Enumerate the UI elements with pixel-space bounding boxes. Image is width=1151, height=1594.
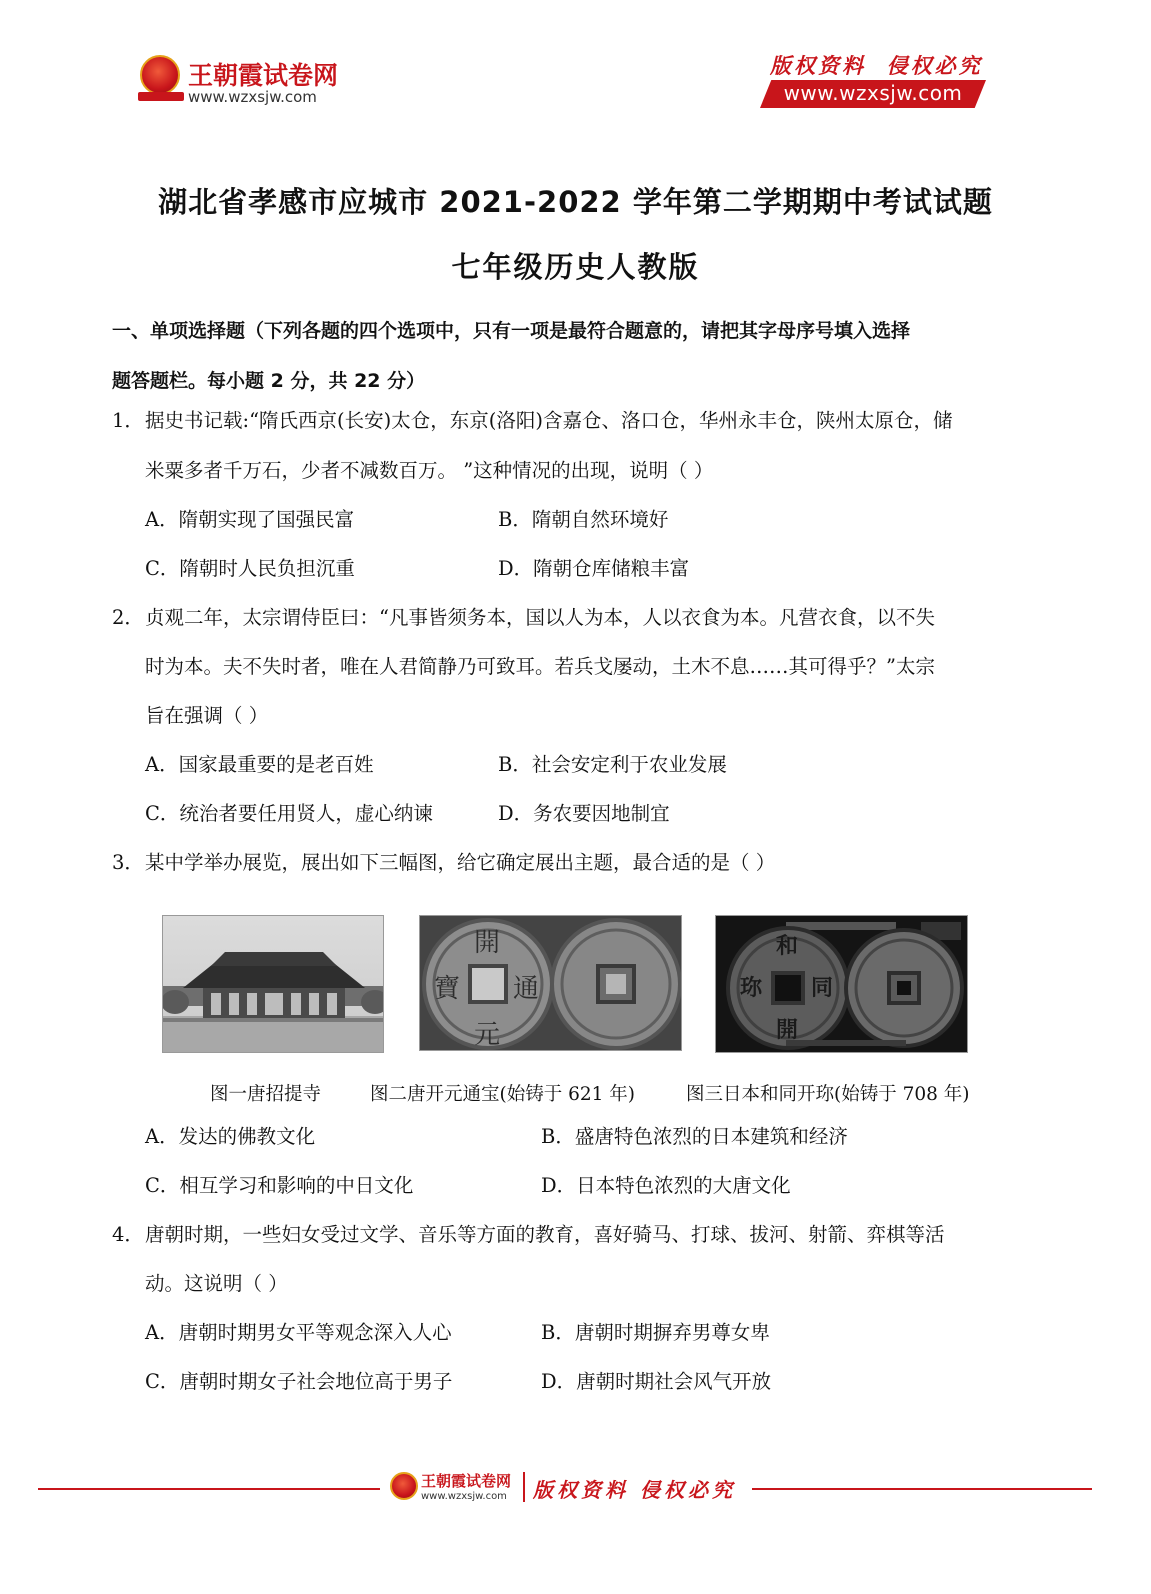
q4-option-a: A．唐朝时期男女平等观念深入人心	[145, 1321, 452, 1344]
q4-option-d: D．唐朝时期社会风气开放	[541, 1370, 772, 1393]
q2-option-d: D．务农要因地制宜	[498, 802, 670, 825]
question-4-line2: 动。这说明（ ）	[145, 1272, 288, 1295]
q4-option-c: C．唐朝时期女子社会地位高于男子	[145, 1370, 453, 1393]
coin2-char-left: 珎	[740, 975, 763, 1001]
section-heading-line1: 一、单项选择题（下列各题的四个选项中，只有一项是最符合题意的，请把其字母序号填入选择	[112, 320, 911, 342]
logo-name: 王朝霞试卷网	[188, 61, 339, 90]
figure-1-caption: 图一唐招提寺	[210, 1084, 322, 1105]
copyright-slogan: 版权资料 侵权必究	[770, 53, 983, 78]
q3-option-a: A．发达的佛教文化	[145, 1125, 316, 1148]
q4-option-b: B．唐朝时期摒弃男尊女卑	[541, 1321, 770, 1344]
logo-ribbon	[138, 92, 184, 101]
coin-char-right: 通	[513, 974, 540, 1004]
coin-char-left: 寶	[434, 974, 461, 1004]
logo-url[interactable]: www.wzxsjw.com	[188, 88, 317, 106]
exam-title: 湖北省孝感市应城市 2021-2022 学年第二学期期中考试试题	[158, 185, 993, 219]
coin2-char-top: 和	[776, 933, 799, 959]
footer-rule-left	[38, 1488, 380, 1490]
section-heading-line2: 题答题栏。每小题 2 分，共 22 分）	[112, 370, 426, 392]
coin2-char-bottom: 開	[776, 1017, 799, 1043]
question-3-number: 3．	[112, 851, 144, 874]
figure-2-caption: 图二唐开元通宝(始铸于 621 年)	[370, 1084, 636, 1105]
question-1-line1: 据史书记载:“隋氏西京(长安)太仓，东京(洛阳)含嘉仓、洛口仓，华州永丰仓，陕州太原仓，储	[145, 409, 953, 432]
question-3-line1: 某中学举办展览，展出如下三幅图，给它确定展出主题，最合适的是（ ）	[145, 851, 776, 874]
footer-slogan: 版权资料 侵权必究	[533, 1478, 736, 1502]
question-2-line3: 旨在强调（ ）	[145, 704, 269, 727]
temple-photo	[162, 915, 384, 1053]
temple-illustration	[163, 916, 384, 1053]
url-banner-text[interactable]: www.wzxsjw.com	[783, 81, 963, 105]
q1-option-c: C．隋朝时人民负担沉重	[145, 557, 355, 580]
question-4-number: 4．	[112, 1223, 144, 1246]
footer-logo-icon	[390, 1472, 418, 1500]
q1-option-d: D．隋朝仓库储粮丰富	[498, 557, 690, 580]
q2-option-c: C．统治者要任用贤人，虚心纳谏	[145, 802, 433, 825]
kaiyuan-coin-photo	[419, 915, 682, 1051]
q3-option-c: C．相互学习和影响的中日文化	[145, 1174, 414, 1197]
wado-coin-photo	[715, 915, 968, 1053]
q2-option-a: A．国家最重要的是老百姓	[145, 753, 374, 776]
q1-option-b: B．隋朝自然环境好	[498, 508, 669, 531]
q1-option-a: A．隋朝实现了国强民富	[145, 508, 355, 531]
footer-rule-right	[752, 1488, 1092, 1490]
question-1-line2: 米粟多者千万石，少者不减数百万。 ”这种情况的出现，说明（ ）	[145, 459, 714, 482]
footer-logo-name: 王朝霞试卷网	[421, 1472, 512, 1490]
q3-option-b: B．盛唐特色浓烈的日本建筑和经济	[541, 1125, 848, 1148]
footer-logo-url[interactable]: www.wzxsjw.com	[421, 1491, 507, 1502]
q2-option-b: B．社会安定利于农业发展	[498, 753, 727, 776]
question-1-number: 1．	[112, 409, 144, 432]
question-2-number: 2．	[112, 606, 144, 629]
q3-option-d: D．日本特色浓烈的大唐文化	[541, 1174, 791, 1197]
question-4-line1: 唐朝时期，一些妇女受过文学、音乐等方面的教育，喜好骑马、打球、拔河、射箭、弈棋等活	[145, 1223, 945, 1246]
logo-badge-icon	[140, 55, 180, 95]
figure-3-caption: 图三日本和同开珎(始铸于 708 年)	[686, 1084, 970, 1105]
coin-char-bottom: 元	[474, 1020, 501, 1050]
question-2-line2: 时为本。夫不失时者，唯在人君简静乃可致耳。若兵戈屡动，土木不息……其可得乎？”太宗	[145, 655, 935, 678]
footer-separator	[523, 1472, 525, 1502]
coin2-char-right: 同	[811, 975, 834, 1001]
exam-subtitle: 七年级历史人教版	[451, 250, 700, 284]
coin-char-top: 開	[474, 928, 501, 958]
question-2-line1: 贞观二年，太宗谓侍臣曰：“凡事皆须务本，国以人为本，人以衣食为本。凡营衣食，以不失	[145, 606, 935, 629]
